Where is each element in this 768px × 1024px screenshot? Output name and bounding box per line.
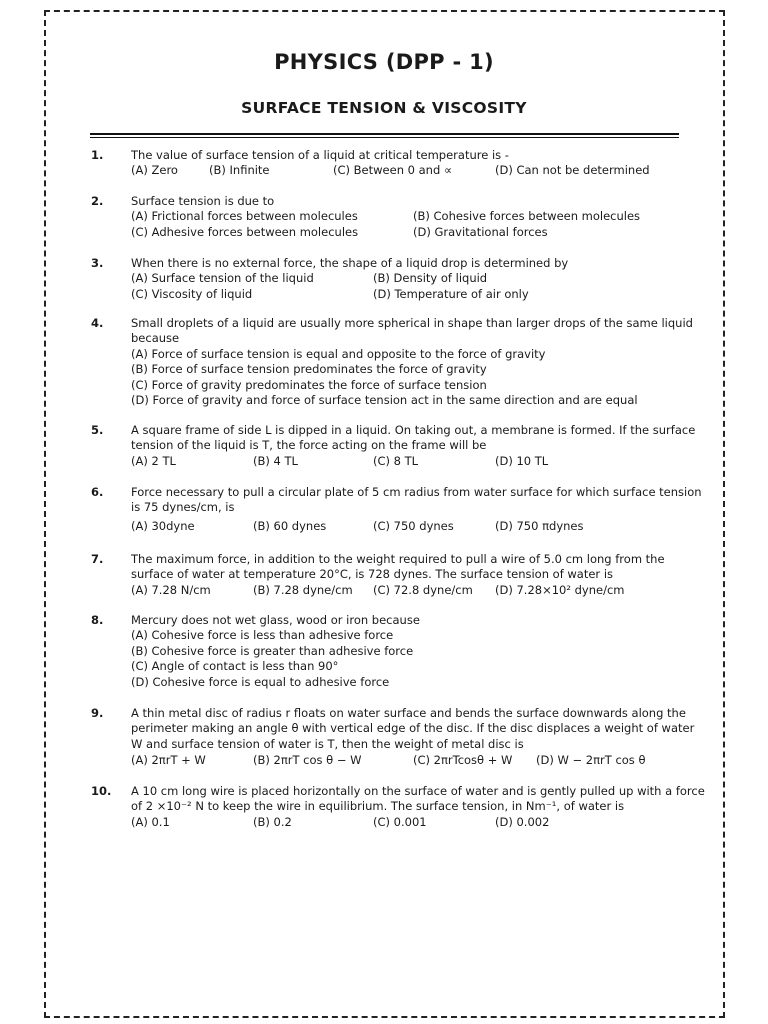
option-c: (C) 72.8 dyne/cm xyxy=(373,582,473,597)
question-number: 2. xyxy=(91,194,104,208)
question-text: Force necessary to pull a circular plate of 5 cm radius from water surface for which surface tension xyxy=(131,485,702,499)
option-c: (C) 2πrTcosθ + W xyxy=(413,753,513,768)
question-number: 1. xyxy=(91,148,104,162)
question-body xyxy=(131,256,683,302)
option-a: (A) Force of surface tension is equal and opposite to the force of gravity xyxy=(131,346,546,361)
option-b: (B) Cohesive forces between molecules xyxy=(413,209,641,224)
option-c: (C) Angle of contact is less than 90° xyxy=(131,659,339,674)
options-row xyxy=(131,583,683,598)
option-d: (D) 7.28×10² dyne/cm xyxy=(495,582,625,597)
question-body xyxy=(131,784,705,830)
options-row xyxy=(131,209,683,224)
question-number: 5. xyxy=(91,423,104,437)
question-text: A 10 cm long wire is placed horizontally on the surface of water and is gently pulled up with a force xyxy=(131,784,705,798)
option-a: (A) 2 TL xyxy=(131,453,176,468)
option-a: (A) 7.28 N/cm xyxy=(131,582,211,597)
option-b: (B) Density of liquid xyxy=(373,271,488,286)
option-c: (C) 8 TL xyxy=(373,453,419,468)
question-number: 10. xyxy=(91,784,112,798)
option-d: (D) W − 2πrT cos θ xyxy=(536,753,646,768)
question-body xyxy=(131,316,693,408)
options-row xyxy=(131,753,683,768)
options-row xyxy=(131,163,683,178)
option-b: (B) Force of surface tension predominates the force of gravity xyxy=(131,362,487,377)
option-c: (C) Between 0 and ∝ xyxy=(333,163,453,178)
question-text: tension of the liquid is T, the force acting on the frame will be xyxy=(131,438,487,453)
options-row xyxy=(131,271,683,286)
option-d: (D) Can not be determined xyxy=(495,163,650,178)
page-subtitle: SURFACE TENSION & VISCOSITY xyxy=(241,99,527,117)
header-divider-thin xyxy=(90,137,679,138)
option-c: (C) Viscosity of liquid xyxy=(131,286,253,301)
question-text: W and surface tension of water is T, then the weight of metal disc is xyxy=(131,736,524,751)
option-b: (B) Cohesive force is greater than adhesive force xyxy=(131,643,414,658)
option-c: (C) 750 dynes xyxy=(373,518,454,533)
question-text: perimeter making an angle θ with vertical edge of the disc. If the disc displaces a weight of water xyxy=(131,721,695,736)
option-a: (A) 0.1 xyxy=(131,814,170,829)
question-text: A thin metal disc of radius r floats on water surface and bends the surface downwards along the xyxy=(131,706,686,720)
option-b: (B) 4 TL xyxy=(253,453,298,468)
question-number: 4. xyxy=(91,316,104,330)
question-text: Mercury does not wet glass, wood or iron because xyxy=(131,613,420,627)
option-d: (D) Force of gravity and force of surface tension act in the same direction and are equal xyxy=(131,393,638,408)
option-d: (D) Gravitational forces xyxy=(413,224,548,239)
option-d: (D) Cohesive force is equal to adhesive force xyxy=(131,674,390,689)
question-text: of 2 ×10⁻² N to keep the wire in equilibrium. The surface tension, in Nm⁻¹, of water is xyxy=(131,799,625,814)
option-d: (D) 0.002 xyxy=(495,814,550,829)
question-number: 6. xyxy=(91,485,104,499)
question-text: Small droplets of a liquid are usually more spherical in shape than larger drops of the same liquid xyxy=(131,316,693,330)
question-text: is 75 dynes/cm, is xyxy=(131,500,235,515)
option-c: (C) 0.001 xyxy=(373,814,427,829)
question-text: surface of water at temperature 20°C, is 728 dynes. The surface tension of water is xyxy=(131,567,614,582)
option-b: (B) 0.2 xyxy=(253,814,292,829)
option-d: (D) Temperature of air only xyxy=(373,286,529,301)
option-c: (C) Adhesive forces between molecules xyxy=(131,224,359,239)
question-body xyxy=(131,706,695,769)
option-a: (A) Cohesive force is less than adhesive force xyxy=(131,628,394,643)
options-row xyxy=(131,225,683,240)
option-c: (C) Force of gravity predominates the force of surface tension xyxy=(131,377,487,392)
question-body xyxy=(131,423,696,469)
options-row xyxy=(131,454,683,469)
question-body xyxy=(131,485,702,534)
option-a: (A) 30dyne xyxy=(131,518,195,533)
option-a: (A) Zero xyxy=(131,163,178,178)
question-text: Surface tension is due to xyxy=(131,194,275,208)
question-text: The maximum force, in addition to the weight required to pull a wire of 5.0 cm long from the xyxy=(131,552,665,566)
question-body xyxy=(131,194,683,240)
option-b: (B) Infinite xyxy=(209,163,270,178)
option-b: (B) 60 dynes xyxy=(253,518,327,533)
option-b: (B) 7.28 dyne/cm xyxy=(253,582,353,597)
question-text: The value of surface tension of a liquid at critical temperature is - xyxy=(131,148,509,162)
options-row xyxy=(131,519,683,534)
question-text: because xyxy=(131,331,180,346)
options-row xyxy=(131,815,683,830)
question-text: When there is no external force, the shape of a liquid drop is determined by xyxy=(131,256,569,270)
question-number: 9. xyxy=(91,706,104,720)
page-title: PHYSICS (DPP - 1) xyxy=(274,50,494,74)
question-body xyxy=(131,552,683,598)
option-b: (B) 2πrT cos θ − W xyxy=(253,753,362,768)
question-number: 8. xyxy=(91,613,104,627)
option-d: (D) 10 TL xyxy=(495,453,549,468)
option-a: (A) Frictional forces between molecules xyxy=(131,209,358,224)
question-text: A square frame of side L is dipped in a liquid. On taking out, a membrane is formed. If the surface xyxy=(131,423,696,437)
question-body xyxy=(131,148,683,179)
question-number: 3. xyxy=(91,256,104,270)
options-row xyxy=(131,287,683,302)
question-number: 7. xyxy=(91,552,104,566)
question-body xyxy=(131,613,683,690)
option-d: (D) 750 πdynes xyxy=(495,518,584,533)
option-a: (A) Surface tension of the liquid xyxy=(131,271,314,286)
option-a: (A) 2πrT + W xyxy=(131,753,206,768)
header-divider xyxy=(90,133,679,135)
